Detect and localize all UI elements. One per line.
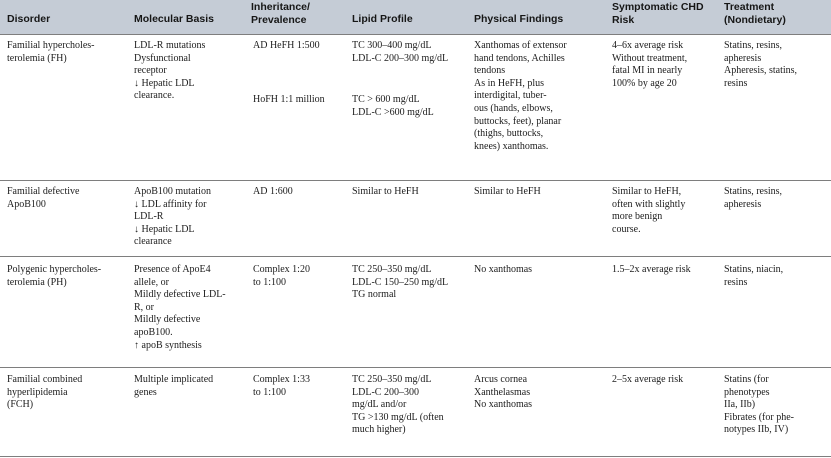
cell-treatment: Statins (for phenotypes IIa, IIb) Fibrates (for phe- notypes IIb, IV) <box>724 374 794 436</box>
cell-treatment: Statins, niacin, resins <box>724 264 784 288</box>
cell-molecular-basis: Multiple implicated genes <box>134 374 214 398</box>
cell-inheritance: Complex 1:33 to 1:100 <box>253 374 310 398</box>
header-treatment: Treatment (Nondietary) <box>724 1 786 26</box>
cell-inheritance: Complex 1:20 to 1:100 <box>253 264 310 288</box>
cell-chd-risk: 4–6x average risk Without treatment, fatal MI in nearly 100% by age 20 <box>612 40 688 89</box>
header-chd-risk: Symptomatic CHD Risk <box>612 1 704 26</box>
cell-disorder: Familial hypercholes- terolemia (FH) <box>7 40 95 64</box>
header-disorder: Disorder <box>7 13 51 25</box>
header-inheritance: Inheritance/ Prevalence <box>251 1 310 26</box>
cell-physical-findings: Similar to HeFH <box>474 186 541 197</box>
cell-lipid-profile: TC 250–350 mg/dL LDL-C 150–250 mg/dL TG normal <box>352 264 449 301</box>
row-divider <box>0 180 831 181</box>
header-lipid-profile: Lipid Profile <box>352 13 413 25</box>
table-bottom-border <box>0 456 831 457</box>
cell-chd-risk: Similar to HeFH, often with slightly more benign course. <box>612 186 686 235</box>
row-divider <box>0 256 831 257</box>
cell-inheritance-homozygous: HoFH 1:1 million <box>253 94 325 105</box>
cell-inheritance: AD HeFH 1:500 <box>253 40 320 51</box>
cell-molecular-basis: LDL-R mutations Dysfunctional receptor ↓ Hepatic LDL clearance. <box>134 40 206 102</box>
cell-disorder: Familial defective ApoB100 <box>7 186 80 210</box>
cell-disorder: Polygenic hypercholes- terolemia (PH) <box>7 264 102 288</box>
cell-molecular-basis: Presence of ApoE4 allele, or Mildly defective LDL- R, or Mildly defective apoB100. ↑ apoB synthesis <box>134 264 226 351</box>
cell-physical-findings: Arcus cornea Xanthelasmas No xanthomas <box>474 374 533 411</box>
row-divider <box>0 367 831 368</box>
cell-chd-risk: 2–5x average risk <box>612 374 684 385</box>
cell-lipid-profile-homozygous: TC > 600 mg/dL LDL-C >600 mg/dL <box>352 94 434 118</box>
cell-molecular-basis: ApoB100 mutation ↓ LDL affinity for LDL-R ↓ Hepatic LDL clearance <box>134 186 211 248</box>
header-molecular-basis: Molecular Basis <box>134 13 214 25</box>
cell-physical-findings: No xanthomas <box>474 264 533 275</box>
cell-treatment: Statins, resins, apheresis Apheresis, statins, resins <box>724 40 798 89</box>
table-header <box>0 0 831 34</box>
cell-lipid-profile: Similar to HeFH <box>352 186 419 197</box>
cell-lipid-profile: TC 300–400 mg/dL LDL-C 200–300 mg/dL <box>352 40 449 64</box>
header-physical-findings: Physical Findings <box>474 13 564 25</box>
cell-disorder: Familial combined hyperlipidemia (FCH) <box>7 374 83 411</box>
cell-treatment: Statins, resins, apheresis <box>724 186 783 210</box>
cell-chd-risk: 1.5–2x average risk <box>612 264 691 275</box>
cell-lipid-profile: TC 250–350 mg/dL LDL-C 200–300 mg/dL and/or TG >130 mg/dL (often much higher) <box>352 374 444 436</box>
header-divider <box>0 34 831 35</box>
cell-inheritance: AD 1:600 <box>253 186 293 197</box>
cell-physical-findings: Xanthomas of extensor hand tendons, Achilles tendons As in HeFH, plus interdigital, tuber- ous (hands, elbows, buttocks, feet), planar (thighs, buttocks, knees) xanthomas. <box>474 40 567 152</box>
